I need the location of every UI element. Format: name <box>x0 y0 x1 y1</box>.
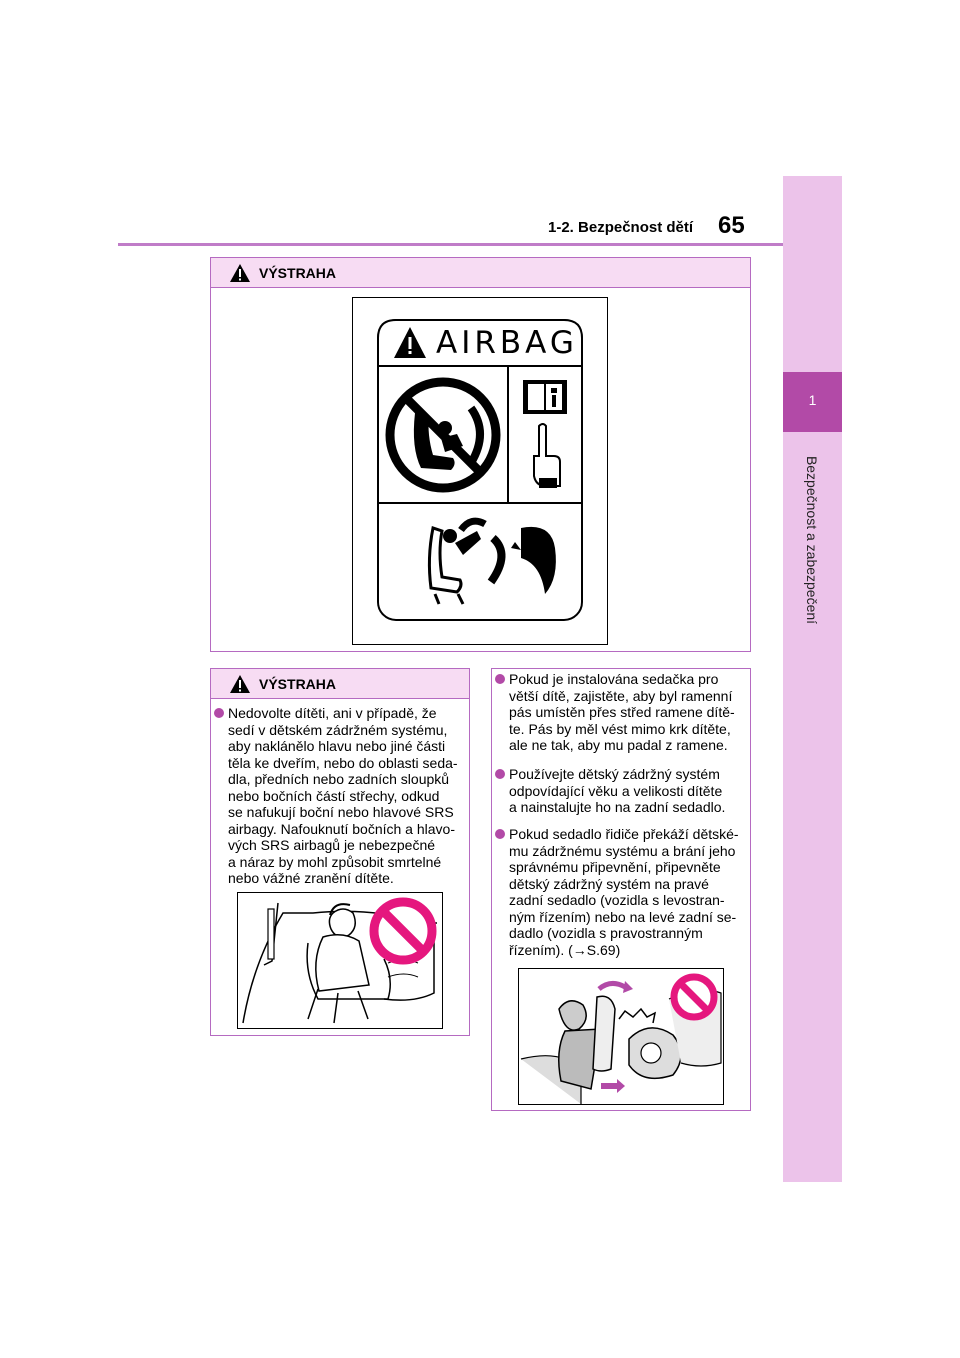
bullet-icon <box>214 708 224 718</box>
prohibited-icon <box>669 972 719 1022</box>
warning-title: VÝSTRAHA <box>259 676 337 692</box>
airbag-label-text: AIRBAG <box>436 325 578 361</box>
page-number: 65 <box>718 212 745 239</box>
bullet-icon <box>495 674 505 684</box>
warning-box-child-head <box>210 668 470 1036</box>
warning-triangle-icon <box>229 263 251 283</box>
warning-item-text: Pokud je instalována sedačka pro větší dítě, zajistěte, aby byl ramenní pás umístěn přes střed ramene dítě- te. Pás by měl vést mimo krk dítěte, ale ne tak, aby mu padal z ramene. <box>509 671 735 753</box>
section-title: 1-2. Bezpečnost dětí <box>548 219 694 236</box>
warning-item-text: Pokud sedadlo řidiče překáží dětské- mu zádržnému systému a brání jeho správnému připevnění, připevněte dětský zádržný systém na pravé zadní sedadlo (vozidla s levostran- ným řízením) nebo na levé zadní se- dadlo (vozidla s pravostranným řízením). (→S.69) <box>509 826 739 958</box>
warning-header <box>211 669 469 699</box>
bullet-icon <box>495 769 505 779</box>
warning-item-text: Nedovolte dítěti, ani v případě, že sedí v dětském zádržném systému, aby naklánělo hlavu nebo jiné části těla ke dveřím, nebo do oblasti seda- dla, předních nebo zadních sloupků nebo bočních částí střechy, odkud se nafukují boční nebo hlavové SRS airbagy. Nafouknutí bočních a hlavo- vých SRS airbagů je nebezpečné a náraz by mohl způsobit smrtelné nebo vážné zranění dítěte. <box>228 705 458 886</box>
chapter-side-tab <box>783 176 842 1182</box>
prohibited-icon <box>368 896 438 966</box>
driver-seat-illustration <box>518 968 724 1105</box>
header-rule <box>118 243 783 246</box>
warning-item-text: Používejte dětský zádržný systém odpovídající věku a velikosti dítěte a nainstalujte ho na zadní sedadlo. <box>509 766 726 815</box>
warning-box-continued <box>491 668 751 1111</box>
airbag-label-illustration <box>352 297 608 645</box>
bullet-icon <box>495 829 505 839</box>
warning-header <box>211 258 750 288</box>
child-seat-illustration <box>237 892 443 1029</box>
warning-box-airbag-label <box>210 257 751 652</box>
warning-triangle-icon <box>229 674 251 694</box>
chapter-number: 1 <box>808 392 817 408</box>
chapter-title: Bezpečnost a zabezpečení <box>804 455 820 625</box>
warning-title: VÝSTRAHA <box>259 265 337 281</box>
